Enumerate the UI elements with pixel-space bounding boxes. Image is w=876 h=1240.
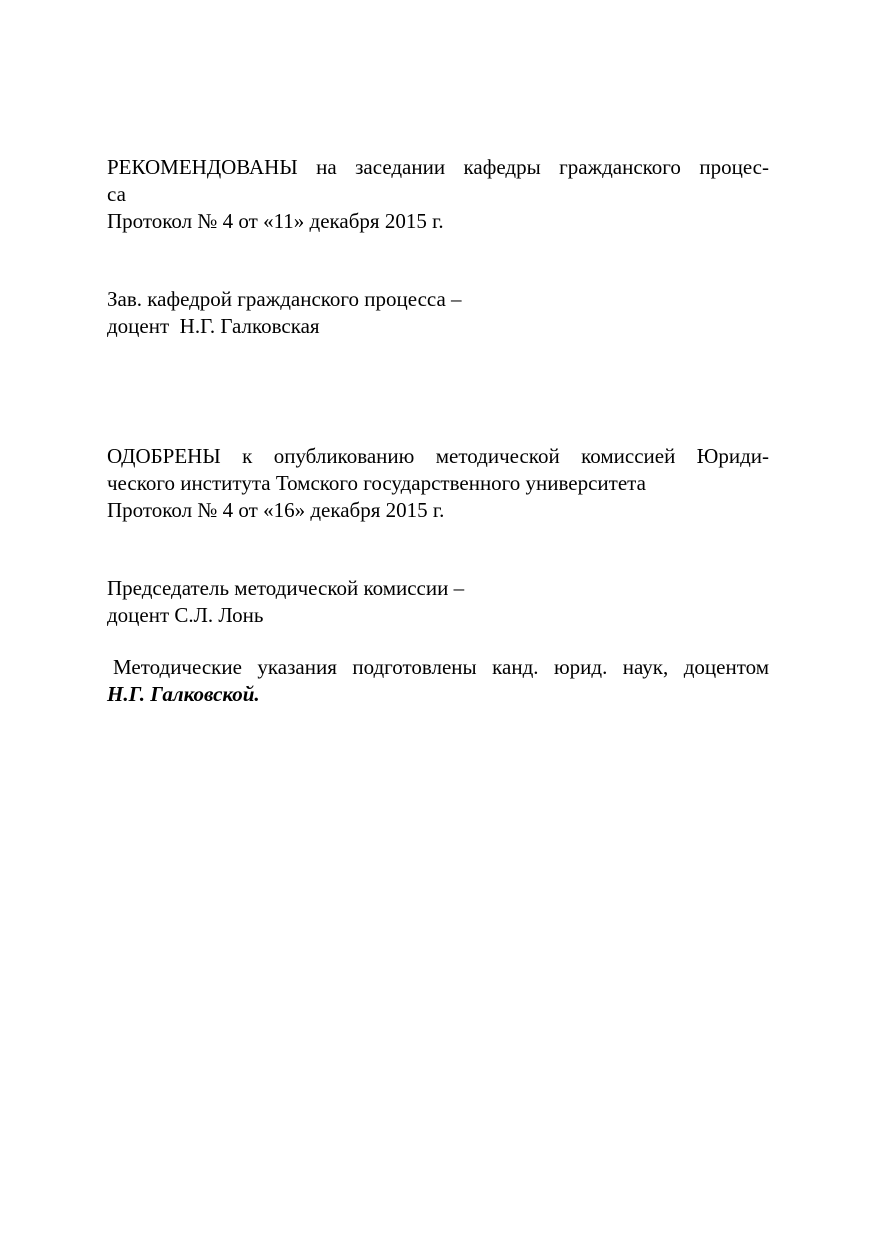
commission-chair-title: Председатель методической комиссии – bbox=[107, 576, 465, 600]
author-name: Н.Г. Галковской. bbox=[107, 682, 260, 706]
recommended-protocol: Протокол № 4 от «11» декабря 2015 г. bbox=[107, 209, 444, 233]
head-of-department-section bbox=[107, 286, 769, 340]
recommended-section bbox=[107, 154, 769, 235]
commission-chair-section bbox=[107, 575, 769, 629]
commission-chair-name: доцент С.Л. Лонь bbox=[107, 603, 264, 627]
approved-line-2: ческого института Томского государственного университета bbox=[107, 471, 646, 495]
approved-protocol: Протокол № 4 от «16» декабря 2015 г. bbox=[107, 498, 445, 522]
recommended-line-1: РЕКОМЕНДОВАНЫ на заседании кафедры гражданского процес- bbox=[107, 155, 769, 179]
authorship-section bbox=[107, 654, 769, 708]
recommended-line-2: са bbox=[107, 182, 126, 206]
authorship-text: Методические указания подготовлены канд. юрид. наук, доцентом bbox=[113, 655, 769, 679]
head-of-department-title: Зав. кафедрой гражданского процесса – bbox=[107, 287, 462, 311]
head-of-department-name: доцент Н.Г. Галковская bbox=[107, 314, 320, 338]
approved-section bbox=[107, 443, 769, 524]
approved-line-1: ОДОБРЕНЫ к опубликованию методической комиссией Юриди- bbox=[107, 444, 769, 468]
